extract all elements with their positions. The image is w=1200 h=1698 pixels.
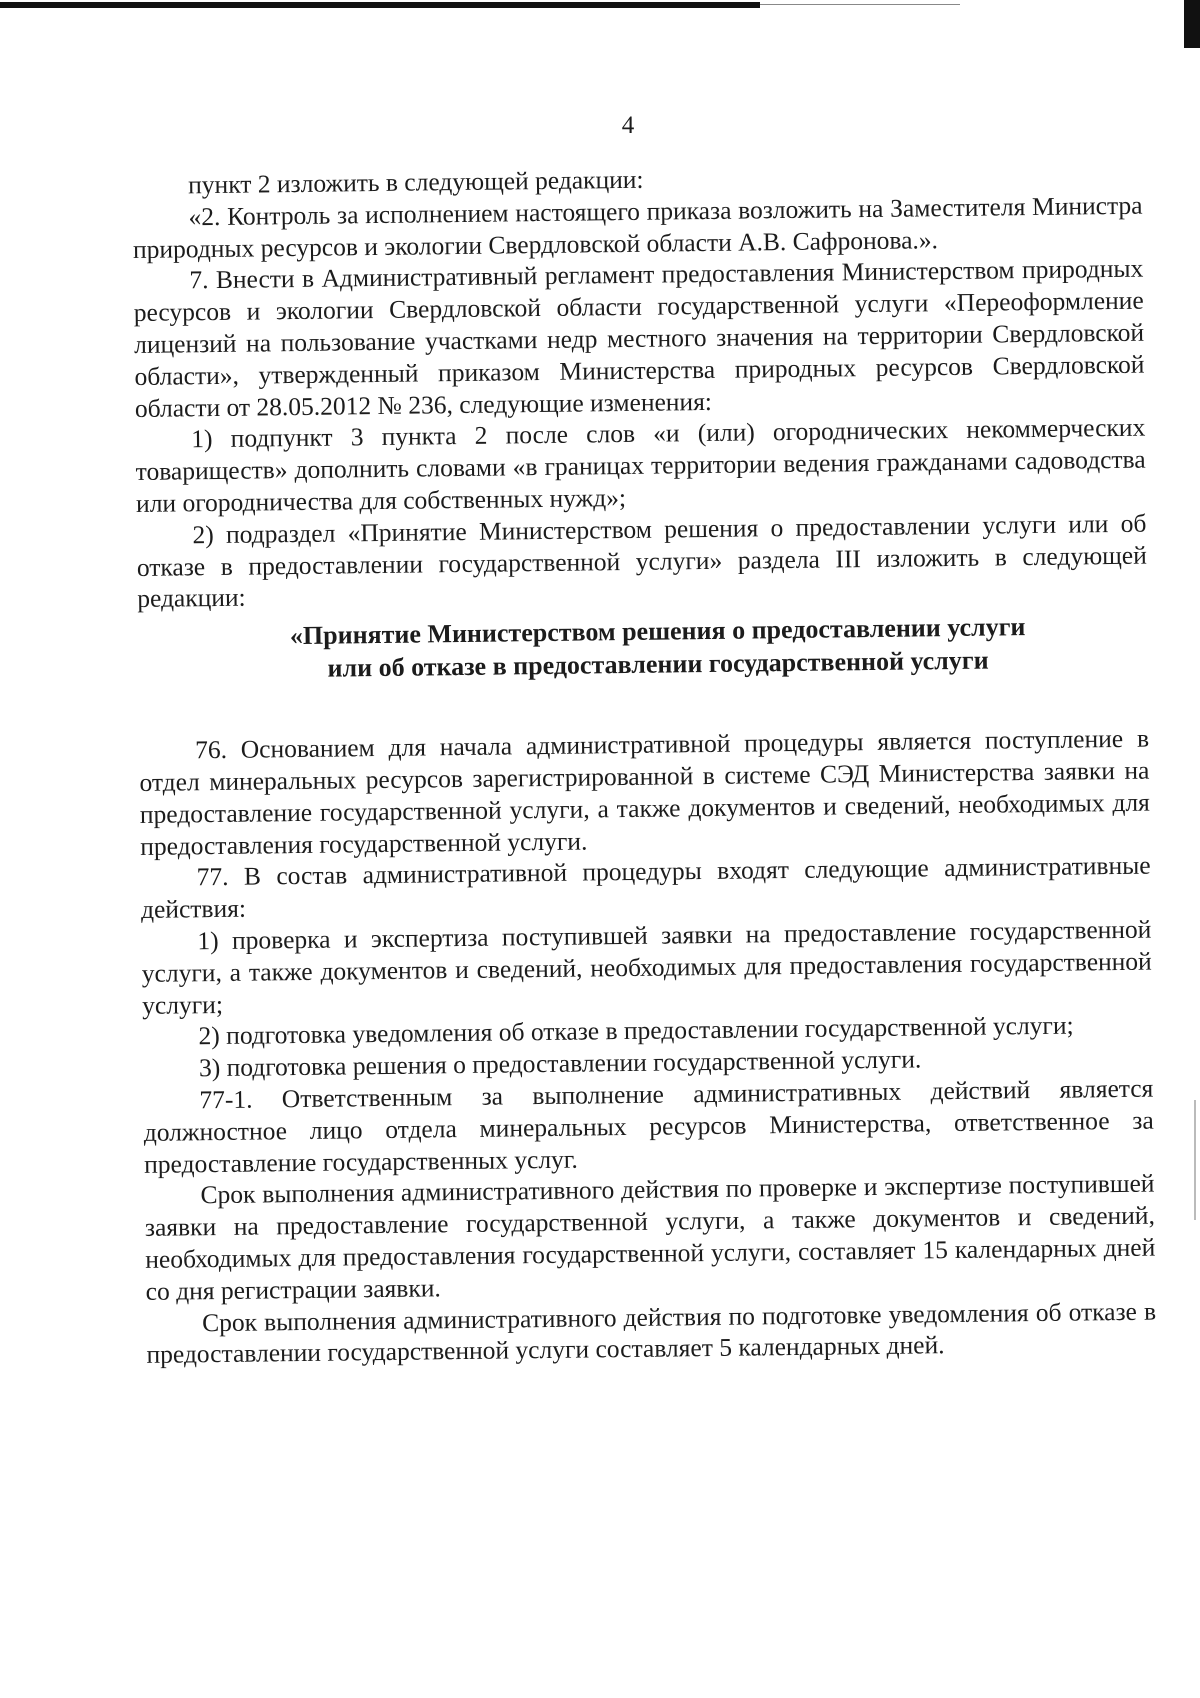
paragraph-amend-point-2: пункт 2 изложить в следующей редакции: [188,164,644,200]
paragraph-subitem-1: 1) подпункт 3 пункта 2 после слов «и (или) огороднических некоммерческих товариществ» дополнить словами «в границах территории ведения гражданами садоводства или огородничества для собственных нужд»; [135,413,1146,518]
paragraph-control-clause: «2. Контроль за исполнением настоящего приказа возложить на Заместителя Министра природных ресурсов и экологии Свердловской области А.В. Сафронова.». [132,190,1143,264]
document-body [132,158,1157,1371]
paragraph-77-item-2: 2) подготовка уведомления об отказе в предоставлении государственной услуги; [198,1010,1074,1051]
paragraph-77-1: 77-1. Ответственным за выполнение административных действий является должностное лицо отдела минеральных ресурсов Министерства, ответственное за предоставление государственных услуг. [143,1073,1154,1179]
page-number: 4 [621,112,635,139]
paragraph-77-item-1: 1) проверка и экспертиза поступившей заявки на предоставление государственной услуги, а также документов и сведений, необходимых для предоставления государственной услуги; [141,914,1152,1020]
paragraph-77-item-3: 3) подготовка решения о предоставлении государственной услуги. [198,1044,922,1083]
paragraph-77: 77. В состав административной процедуры входят следующие административные действия: [140,850,1151,925]
scan-edge-shadow [1194,1100,1196,1220]
paragraph-76: 76. Основанием для начала административной процедуры является поступление в отдел минеральных ресурсов зарегистрированной в системе СЭД Министерства заявки на предоставление государственной услуги, а также документов и сведений, необходимых для предоставления государственной услуги. [139,723,1150,861]
scan-edge-mark [1184,0,1200,48]
section-title-line-1: «Принятие Министерством решения о предоставлении услуги [289,612,1026,651]
paragraph-deadline-review: Срок выполнения административного действия по проверке и экспертизе поступившей заявки на предоставление государственной услуги, а также документов и сведений, необходимых для предоставления государственной услуги, составляет 15 календарных дней со дня регистрации заявки. [144,1168,1156,1306]
scan-top-border-thin [760,4,960,5]
paragraph-deadline-notice: Срок выполнения административного действия по подготовке уведомления об отказе в предоставлении государственной услуги составляет 5 календарных дней. [146,1296,1157,1370]
paragraph-subitem-2: 2) подраздел «Принятие Министерством решения о предоставлении услуги или об отказе в предоставлении государственной услуги» раздела III изложить в следующей редакции: [136,508,1147,614]
section-title [138,609,1149,687]
paragraph-item-7: 7. Внести в Административный регламент предоставления Министерством природных ресурсов и экологии Свердловской области государственной услуги «Переоформление лицензий на пользование участками недр местного значения на территории Свердловской области», утвержденный приказом Министерства природных ресурсов Свердловской области от 28.05.2012 № 236, следующие изменения: [133,254,1145,423]
scan-top-border [0,2,760,8]
section-title-line-2: или об отказе в предоставлении государственной услуги [327,645,989,683]
